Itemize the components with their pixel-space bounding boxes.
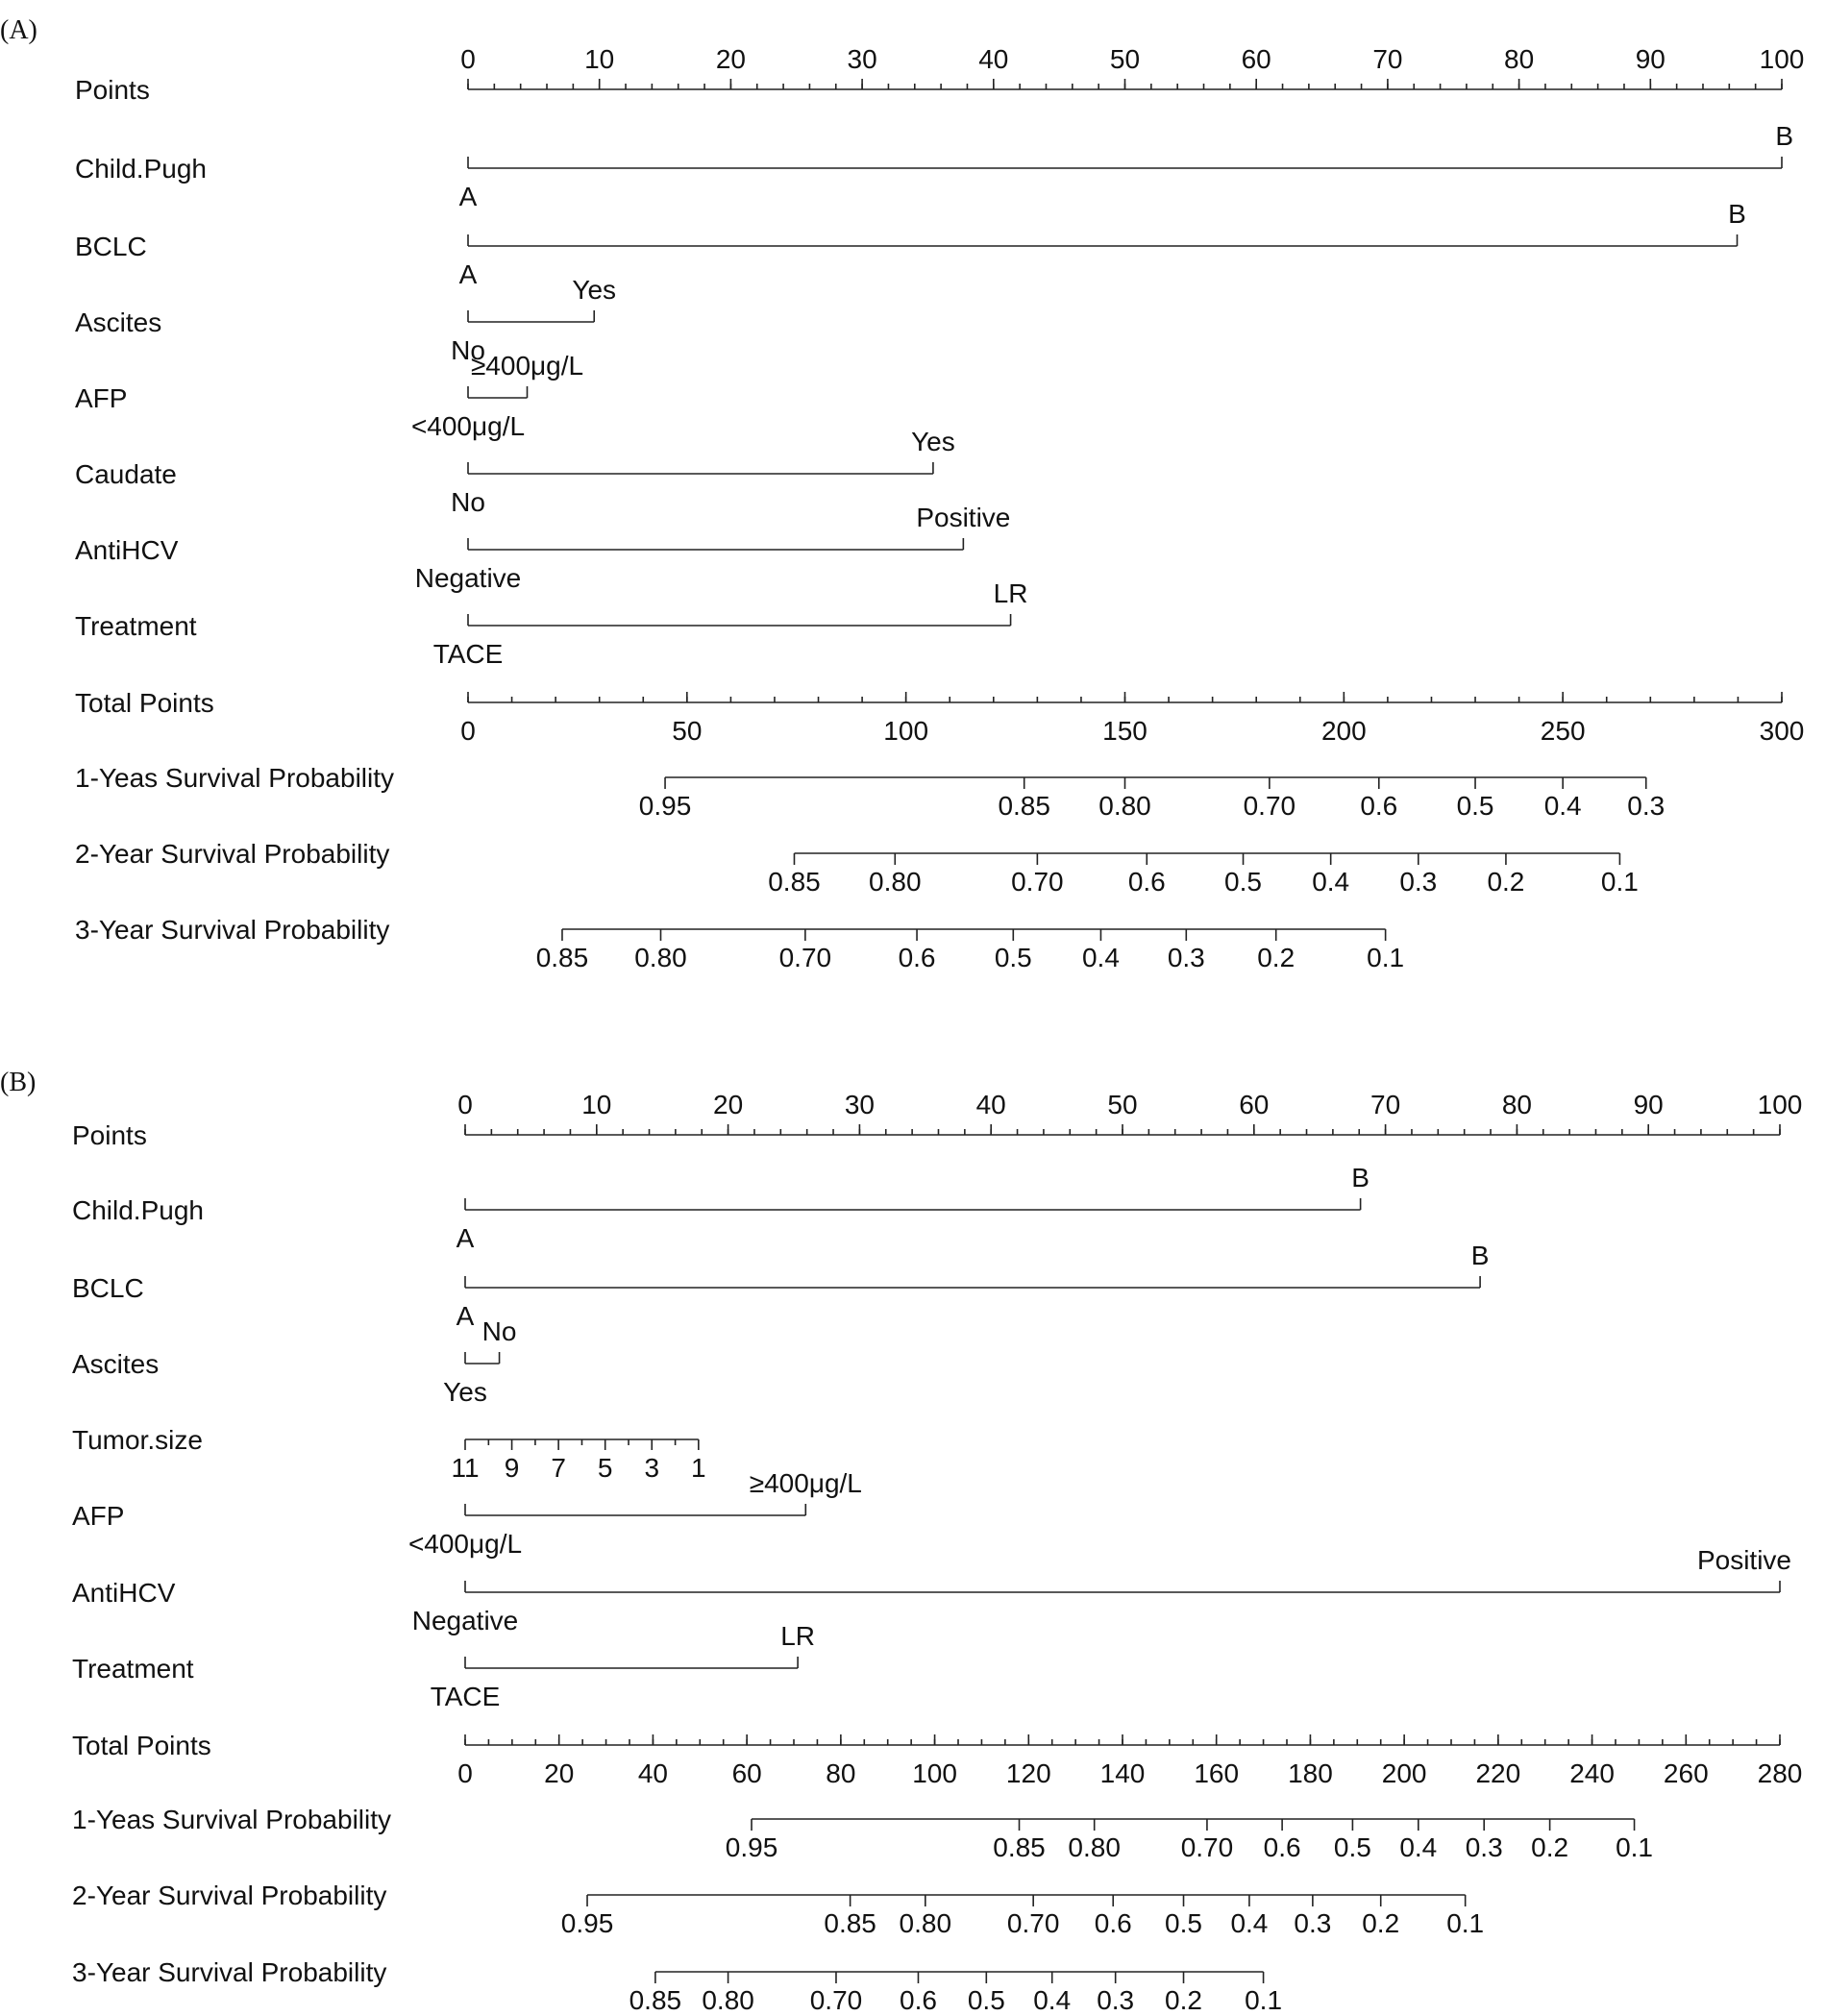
tick-label: 80 [826,1758,856,1788]
level-label: Yes [443,1377,487,1407]
level-label: Yes [572,275,617,305]
level-label: ≥400μg/L [749,1468,862,1498]
row-antihcv [75,503,1010,593]
tick-label: 100 [883,716,929,746]
row-bclc [72,1241,1489,1331]
tick-label: 0.3 [1097,1985,1135,2015]
level-label: TACE [432,639,504,669]
tick-label: 220 [1475,1758,1521,1788]
tick-label: 0.85 [629,1985,682,2015]
level-label: B [1351,1163,1370,1192]
tick-label: 0 [457,1758,473,1788]
tick-label: 160 [1194,1758,1240,1788]
tick-label: 140 [1099,1758,1146,1788]
row-3-year-survival-probability [72,1957,1282,2015]
panel-label: (A) [0,15,37,45]
tick-label: 11 [451,1453,480,1483]
tick-label: 90 [1635,44,1666,74]
level-label: Positive [916,503,1011,532]
row-label: 1-Yeas Survival Probability [75,763,395,793]
level-label: LR [993,578,1028,608]
tick-label: 0.5 [967,1985,1005,2015]
tick-label: 0.2 [1165,1985,1202,2015]
row-total-points [75,688,1804,746]
tick-label: 0.70 [1006,1908,1060,1938]
tick-label: 0.3 [1399,867,1438,897]
tick-label: 150 [1102,716,1147,746]
tick-label: 0.85 [768,867,821,897]
tick-label: 70 [1370,1090,1401,1119]
tick-label: 3 [644,1453,660,1483]
tick-label: 40 [975,1090,1006,1119]
tick-label: 180 [1288,1758,1333,1788]
level-label: TACE [430,1682,501,1711]
tick-label: 0.3 [1294,1908,1332,1938]
tick-label: 60 [731,1758,762,1788]
tick-label: 0.4 [1312,867,1350,897]
tick-label: 0.4 [1033,1985,1072,2015]
tick-label: 80 [1501,1090,1532,1119]
tick-label: 0.6 [1263,1832,1301,1862]
row-label: 3-Year Survival Probability [72,1957,387,1987]
level-label: ≥400μg/L [470,351,584,381]
row-child-pugh [75,121,1793,211]
tick-label: 10 [581,1090,612,1119]
tick-label: 0 [457,1090,473,1119]
row-ascites [72,1316,516,1407]
tick-label: 60 [1241,44,1271,74]
level-label: <400μg/L [407,1529,523,1559]
tick-label: 0.95 [560,1908,614,1938]
level-label: B [1470,1241,1490,1270]
tick-label: 0.6 [900,1985,937,2015]
row-label: Points [75,75,150,105]
level-label: LR [780,1621,816,1651]
tick-label: 0.4 [1543,791,1582,821]
tick-label: 0 [460,44,476,74]
tick-label: 40 [978,44,1009,74]
row-1-yeas-survival-probability [72,1805,1653,1862]
tick-label: 0.80 [702,1985,754,2015]
row-label: 2-Year Survival Probability [72,1881,387,1910]
tick-label: 30 [847,44,877,74]
row-bclc [75,199,1746,289]
level-label: Negative [414,563,522,593]
tick-label: 0.70 [778,943,832,972]
row-label: Ascites [75,307,162,337]
row-1-yeas-survival-probability [75,763,1665,821]
row-child-pugh [72,1163,1370,1253]
level-label: B [1775,121,1793,151]
level-label: Negative [411,1606,519,1635]
tick-label: 0.6 [898,943,936,972]
tick-label: 0.85 [535,943,589,972]
tick-label: 0.6 [1360,791,1398,821]
tick-label: 50 [1109,44,1141,74]
tick-label: 0.85 [993,1832,1046,1862]
tick-label: 0.1 [1245,1985,1283,2015]
tick-label: 0.5 [1224,867,1262,897]
row-label: AntiHCV [75,535,179,565]
tick-label: 0.3 [1167,943,1205,972]
tick-label: 0.70 [1243,791,1296,821]
tick-label: 0.3 [1627,791,1666,821]
tick-label: 200 [1381,1758,1427,1788]
tick-label: 0.85 [998,791,1050,821]
row-antihcv [72,1545,1791,1635]
tick-label: 100 [1759,44,1805,74]
row-label: Caudate [75,459,177,489]
row-tumor-size [72,1425,706,1483]
row-2-year-survival-probability [72,1881,1484,1938]
tick-label: 0.70 [1180,1832,1234,1862]
row-label: Treatment [72,1654,194,1684]
tick-label: 0.6 [1094,1908,1132,1938]
nomogram-panel-a [0,15,1804,972]
tick-label: 10 [584,44,615,74]
tick-label: 80 [1504,44,1535,74]
tick-label: 300 [1759,716,1805,746]
tick-label: 0.70 [1011,867,1064,897]
tick-label: 60 [1239,1090,1270,1119]
row-label: BCLC [75,232,147,261]
row-label: 1-Yeas Survival Probability [72,1805,392,1834]
tick-label: 1 [691,1453,706,1483]
tick-label: 90 [1633,1090,1664,1119]
tick-label: 0.5 [994,943,1032,972]
row-label: AntiHCV [72,1578,176,1608]
tick-label: 0.5 [1456,791,1494,821]
tick-label: 0.4 [1399,1832,1438,1862]
tick-label: 0.95 [638,791,692,821]
tick-label: 40 [637,1758,669,1788]
level-label: A [458,259,478,289]
row-label: Treatment [75,611,197,641]
tick-label: 9 [504,1453,520,1483]
row-total-points [72,1731,1802,1788]
tick-label: 0 [460,716,476,746]
tick-label: 0.2 [1531,1832,1569,1862]
tick-label: 0.1 [1446,1908,1485,1938]
tick-label: 0.80 [1068,1832,1121,1862]
level-label: No [451,487,485,517]
tick-label: 0.85 [824,1908,876,1938]
tick-label: 120 [1005,1758,1051,1788]
row-points [75,44,1804,105]
tick-label: 50 [672,716,703,746]
tick-label: 0.70 [809,1985,863,2015]
row-label: Child.Pugh [75,154,207,184]
tick-label: 5 [597,1453,613,1483]
row-label: BCLC [72,1273,144,1303]
tick-label: 0.1 [1600,867,1639,897]
row-label: 3-Year Survival Probability [75,915,390,945]
tick-label: 0.5 [1165,1908,1202,1938]
tick-label: 0.4 [1081,943,1120,972]
level-label: <400μg/L [410,411,526,441]
tick-label: 250 [1540,716,1586,746]
tick-label: 240 [1569,1758,1615,1788]
row-label: 2-Year Survival Probability [75,839,390,869]
tick-label: 20 [544,1758,575,1788]
level-label: B [1728,199,1746,229]
tick-label: 0.80 [899,1908,952,1938]
tick-label: 260 [1663,1758,1709,1788]
row-points [72,1090,1802,1150]
tick-label: 280 [1757,1758,1803,1788]
tick-label: 0.2 [1362,1908,1400,1938]
tick-label: 0.80 [1098,791,1151,821]
tick-label: 0.5 [1333,1832,1371,1862]
tick-label: 0.1 [1367,943,1405,972]
level-label: Yes [911,427,955,456]
row-label: Total Points [72,1731,211,1760]
row-afp [75,351,583,441]
row-label: Tumor.size [72,1425,203,1455]
tick-label: 100 [912,1758,957,1788]
tick-label: 50 [1107,1090,1138,1119]
row-label: AFP [72,1501,125,1531]
tick-label: 20 [713,1090,744,1119]
tick-label: 0.4 [1230,1908,1269,1938]
tick-label: 200 [1320,716,1367,746]
level-label: No [481,1316,517,1346]
level-label: Positive [1696,1545,1791,1575]
row-label: Ascites [72,1349,160,1379]
nomogram-panel-b [0,1068,1802,2015]
level-label: A [458,182,478,211]
tick-label: 7 [551,1453,566,1483]
tick-label: 0.2 [1257,943,1295,972]
tick-label: 0.80 [634,943,687,972]
tick-label: 0.6 [1127,867,1166,897]
tick-label: 0.3 [1465,1832,1503,1862]
level-label: A [456,1223,475,1253]
row-label: Total Points [75,688,214,718]
level-label: No [451,335,485,365]
tick-label: 20 [715,44,746,74]
tick-label: 0.1 [1616,1832,1654,1862]
tick-label: 0.2 [1487,867,1525,897]
tick-label: 70 [1372,44,1403,74]
tick-label: 30 [844,1090,875,1119]
row-label: Points [72,1120,147,1150]
row-label: AFP [75,383,128,413]
tick-label: 0.80 [869,867,922,897]
level-label: A [456,1301,475,1331]
row-2-year-survival-probability [75,839,1639,897]
row-treatment [75,578,1027,669]
row-3-year-survival-probability [75,915,1404,972]
panel-label: (B) [0,1068,37,1097]
row-label: Child.Pugh [72,1195,204,1225]
tick-label: 0.95 [725,1832,778,1862]
tick-label: 100 [1757,1090,1803,1119]
